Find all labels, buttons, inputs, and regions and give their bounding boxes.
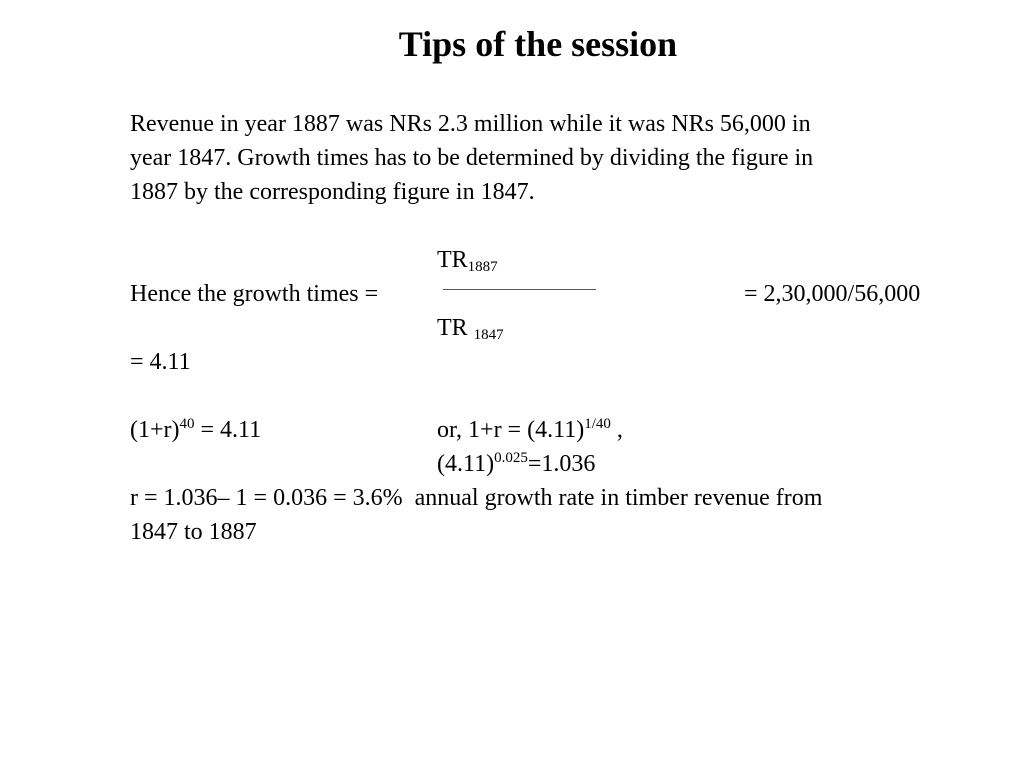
equation-1 [130, 413, 261, 447]
equation-2-prefix: or, 1+r = (4.11) [437, 417, 585, 443]
conclusion-line-1: r = 1.036– 1 = 0.036 = 3.6% annual growth rate in timber revenue from [130, 485, 823, 511]
paragraph-line-3: 1887 by the corresponding figure in 1847. [130, 179, 535, 205]
equation-2-suffix: , [610, 417, 623, 443]
fraction-bar [443, 289, 596, 290]
equation-3-rest: =1.036 [527, 451, 596, 477]
growth-times-value: = 2,30,000/56,000 [744, 281, 921, 307]
paragraph-line-2: year 1847. Growth times has to be determined by dividing the figure in [130, 145, 814, 171]
equation-3-exponent: 0.025 [494, 450, 528, 466]
numerator-base: TR [437, 247, 468, 273]
equation-3-base: (4.11) [437, 451, 495, 477]
conclusion-line-2: 1847 to 1887 [130, 519, 257, 545]
equation-2-exponent: 1/40 [584, 416, 611, 432]
growth-times-label: Hence the growth times = [130, 281, 379, 307]
numerator-subscript: 1887 [467, 259, 498, 275]
growth-result: = 4.11 [130, 349, 191, 375]
fraction-denominator [437, 311, 504, 345]
paragraph-line-1: Revenue in year 1887 was NRs 2.3 million while it was NRs 56,000 in [130, 111, 811, 137]
denominator-base: TR [437, 315, 474, 341]
equation-1-exponent: 40 [179, 416, 195, 432]
equation-2 [437, 413, 623, 447]
equation-3 [437, 447, 595, 481]
slide-title: Tips of the session [398, 24, 678, 64]
denominator-subscript: 1847 [473, 327, 504, 343]
fraction-numerator [437, 243, 498, 277]
equation-1-base: (1+r) [130, 417, 180, 443]
equation-1-rest: = 4.11 [194, 417, 262, 443]
